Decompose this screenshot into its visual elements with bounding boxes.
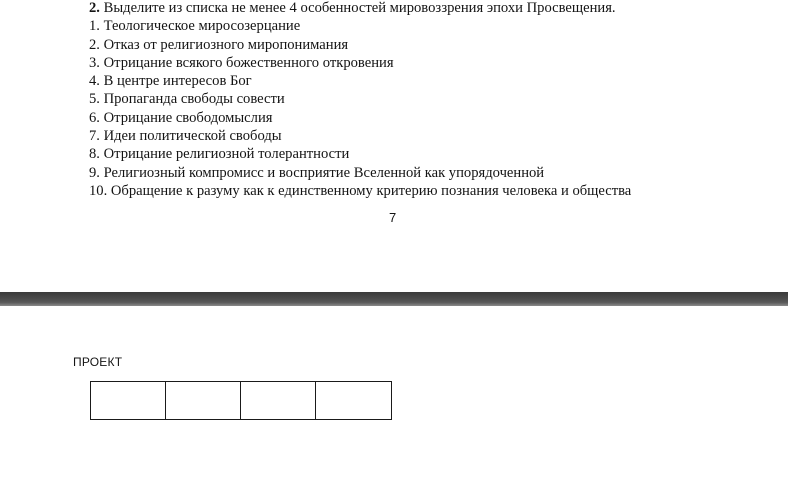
answer-cell-3[interactable] <box>241 382 316 419</box>
list-item: 10. Обращение к разуму как к единственному критерию познания человека и общества <box>89 182 632 199</box>
task-number: 2. <box>89 0 100 16</box>
task-title <box>89 0 631 17</box>
list-item: 5. Пропаганда свободы совести <box>89 91 285 108</box>
options-list <box>89 17 631 200</box>
list-item: 4. В центре интересов Бог <box>89 73 252 90</box>
list-item: 6. Отрицание свободомыслия <box>89 109 273 126</box>
list-item: 2. Отказ от религиозного миропонимания <box>89 36 349 53</box>
answer-cell-1[interactable] <box>91 382 166 419</box>
task-prompt: Выделите из списка не менее 4 особенностей мировоззрения эпохи Просвещения. <box>103 0 616 16</box>
list-item: 1. Теологическое миросозерцание <box>89 18 301 35</box>
list-item: 8. Отрицание религиозной толерантности <box>89 146 350 163</box>
answer-cell-2[interactable] <box>166 382 241 419</box>
list-item: 9. Религиозный компромисс и восприятие Вселенной как упорядоченной <box>89 164 545 181</box>
page-separator <box>0 292 788 306</box>
task-block <box>89 0 631 200</box>
page-number: 7 <box>389 210 397 225</box>
list-item: 7. Идеи политической свободы <box>89 128 282 145</box>
draft-label: ПРОЕКТ <box>73 355 123 369</box>
answer-cell-4[interactable] <box>316 382 391 419</box>
list-item: 3. Отрицание всякого божественного откровения <box>89 54 394 71</box>
answer-grid <box>90 381 392 420</box>
